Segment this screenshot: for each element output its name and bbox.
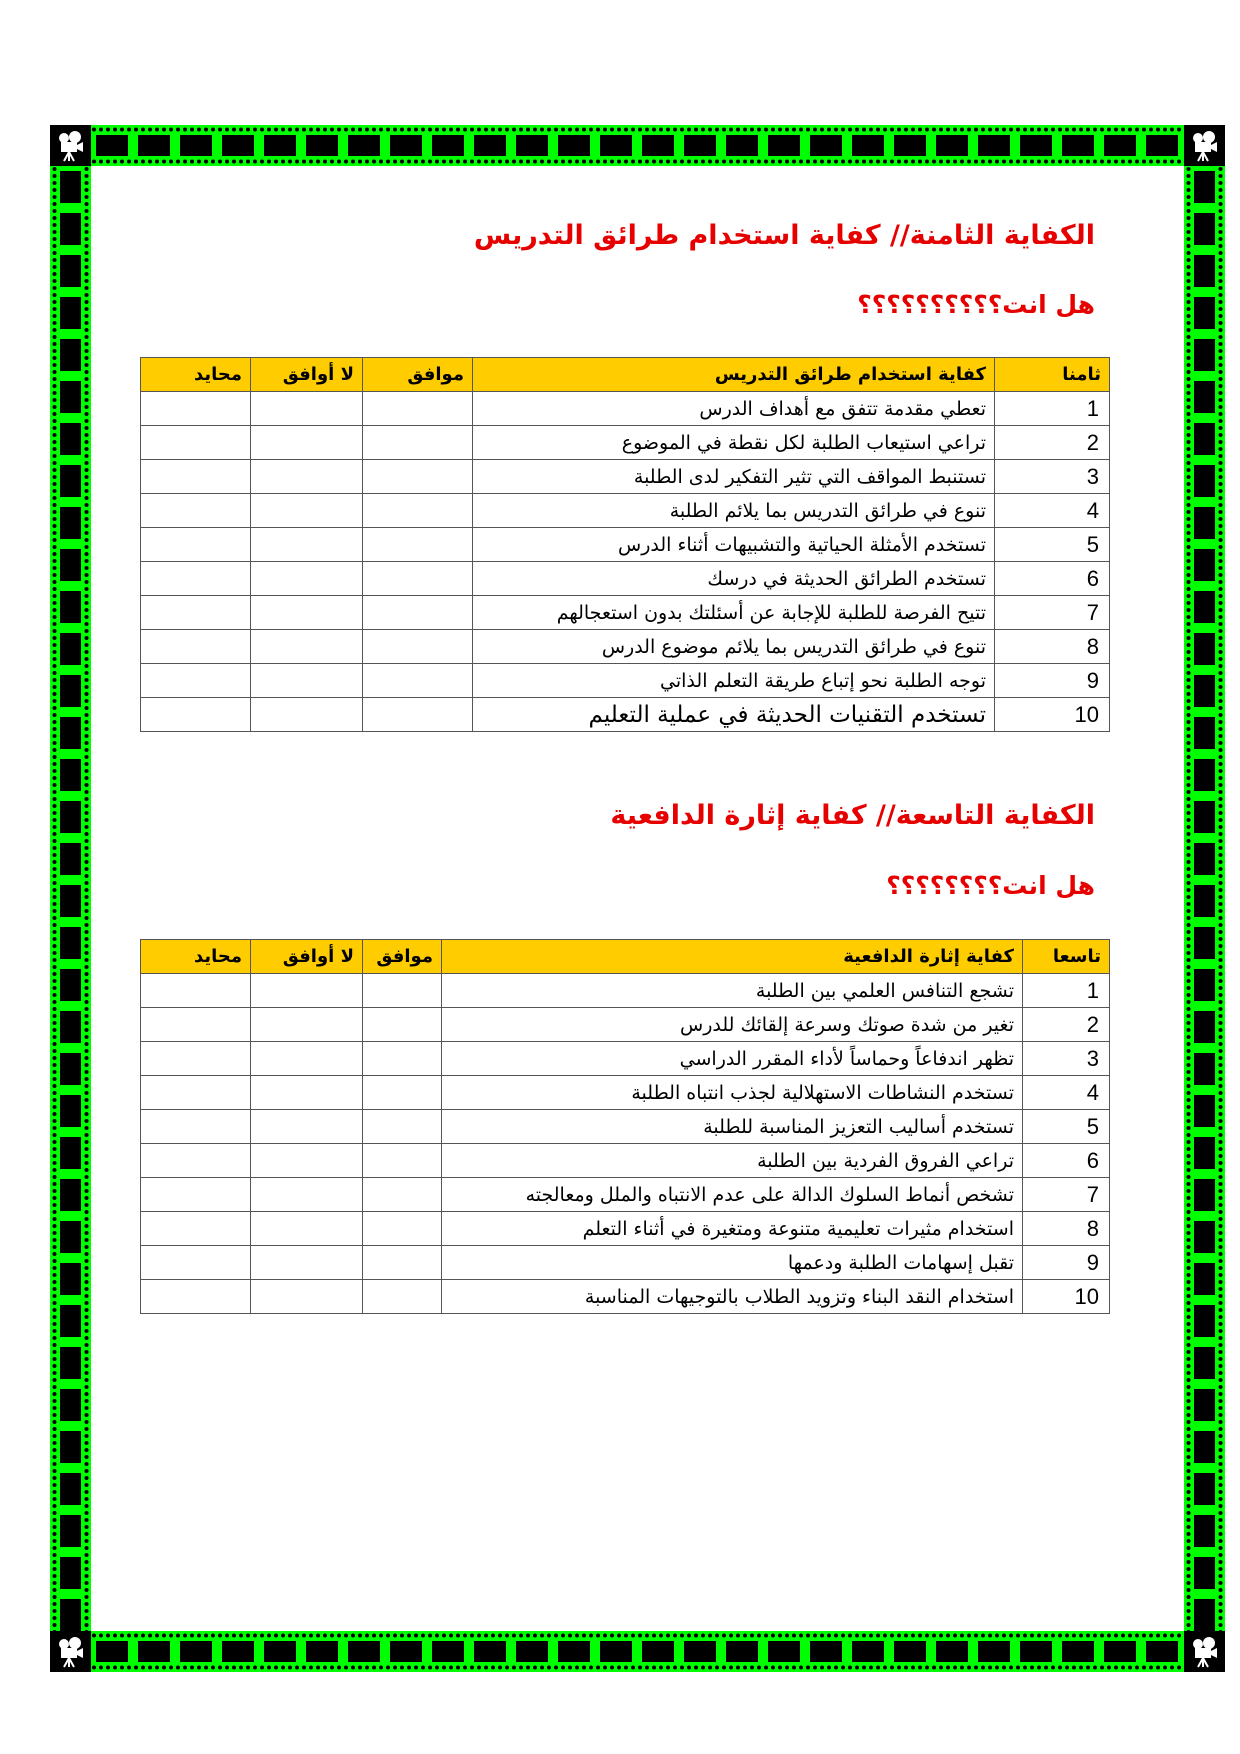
disagree-cell[interactable] — [251, 664, 363, 698]
disagree-cell[interactable] — [251, 1280, 363, 1314]
disagree-cell[interactable] — [251, 1110, 363, 1144]
row-text: تستخدم الطرائق الحديثة في درسك — [473, 562, 995, 596]
disagree-cell[interactable] — [251, 562, 363, 596]
row-number: 9 — [995, 664, 1110, 698]
border-top — [91, 125, 1184, 166]
disagree-cell[interactable] — [251, 1246, 363, 1280]
neutral-cell[interactable] — [141, 1178, 251, 1212]
agree-cell[interactable] — [363, 1280, 442, 1314]
table-row — [141, 392, 1110, 426]
header-number: تاسعا — [1023, 940, 1110, 974]
row-text: تشخص أنماط السلوك الدالة على عدم الانتباه والملل ومعالجته — [442, 1178, 1023, 1212]
neutral-cell[interactable] — [141, 562, 251, 596]
header-agree: موافق — [363, 940, 442, 974]
disagree-cell[interactable] — [251, 1144, 363, 1178]
neutral-cell[interactable] — [141, 426, 251, 460]
disagree-cell[interactable] — [251, 1212, 363, 1246]
row-number: 7 — [1023, 1178, 1110, 1212]
neutral-cell[interactable] — [141, 1042, 251, 1076]
header-disagree: لا أوافق — [251, 358, 363, 392]
neutral-cell[interactable] — [141, 1110, 251, 1144]
row-text: تظهر اندفاعاً وحماساً لأداء المقرر الدراسي — [442, 1042, 1023, 1076]
agree-cell[interactable] — [363, 494, 473, 528]
table-row — [141, 630, 1110, 664]
table-row — [141, 1042, 1110, 1076]
agree-cell[interactable] — [363, 426, 473, 460]
header-agree: موافق — [363, 358, 473, 392]
movie-camera-icon — [50, 125, 91, 166]
row-text: توجه الطلبة نحو إتباع طريقة التعلم الذاتي — [473, 664, 995, 698]
header-neutral: محايد — [141, 358, 251, 392]
disagree-cell[interactable] — [251, 426, 363, 460]
neutral-cell[interactable] — [141, 664, 251, 698]
border-right — [1184, 166, 1225, 1631]
disagree-cell[interactable] — [251, 494, 363, 528]
agree-cell[interactable] — [363, 1008, 442, 1042]
section1-title: الكفاية الثامنة// كفاية استخدام طرائق التدريس — [473, 220, 1095, 251]
table-row — [141, 1144, 1110, 1178]
table-row — [141, 426, 1110, 460]
neutral-cell[interactable] — [141, 698, 251, 732]
section2-table — [140, 939, 1110, 1314]
row-number: 6 — [1023, 1144, 1110, 1178]
agree-cell[interactable] — [363, 698, 473, 732]
table-row — [141, 1280, 1110, 1314]
agree-cell[interactable] — [363, 528, 473, 562]
agree-cell[interactable] — [363, 630, 473, 664]
table-row — [141, 1008, 1110, 1042]
row-number: 4 — [1023, 1076, 1110, 1110]
disagree-cell[interactable] — [251, 1178, 363, 1212]
neutral-cell[interactable] — [141, 528, 251, 562]
row-text: تراعي استيعاب الطلبة لكل نقطة في الموضوع — [473, 426, 995, 460]
disagree-cell[interactable] — [251, 974, 363, 1008]
agree-cell[interactable] — [363, 1178, 442, 1212]
disagree-cell[interactable] — [251, 698, 363, 732]
table-row — [141, 974, 1110, 1008]
agree-cell[interactable] — [363, 1246, 442, 1280]
table-header-row — [141, 358, 1110, 392]
row-text: تستخدم التقنيات الحديثة في عملية التعليم — [473, 698, 995, 732]
row-text: تنوع في طرائق التدريس بما يلائم الطلبة — [473, 494, 995, 528]
table-row — [141, 1076, 1110, 1110]
table-row — [141, 460, 1110, 494]
agree-cell[interactable] — [363, 1076, 442, 1110]
agree-cell[interactable] — [363, 664, 473, 698]
row-number: 5 — [995, 528, 1110, 562]
row-text: تتيح الفرصة للطلبة للإجابة عن أسئلتك بدون استعجالهم — [473, 596, 995, 630]
row-number: 3 — [1023, 1042, 1110, 1076]
movie-camera-icon — [50, 1631, 91, 1672]
neutral-cell[interactable] — [141, 1280, 251, 1314]
row-number: 3 — [995, 460, 1110, 494]
row-text: تغير من شدة صوتك وسرعة إلقائك للدرس — [442, 1008, 1023, 1042]
row-text: تستخدم أساليب التعزيز المناسبة للطلبة — [442, 1110, 1023, 1144]
disagree-cell[interactable] — [251, 596, 363, 630]
agree-cell[interactable] — [363, 1042, 442, 1076]
row-text: تقبل إسهامات الطلبة ودعمها — [442, 1246, 1023, 1280]
neutral-cell[interactable] — [141, 1076, 251, 1110]
disagree-cell[interactable] — [251, 528, 363, 562]
disagree-cell[interactable] — [251, 1042, 363, 1076]
row-number: 7 — [995, 596, 1110, 630]
row-number: 2 — [1023, 1008, 1110, 1042]
section1-subtitle: هل انت؟؟؟؟؟؟؟؟؟؟ — [857, 290, 1095, 319]
row-number: 4 — [995, 494, 1110, 528]
row-number: 2 — [995, 426, 1110, 460]
neutral-cell[interactable] — [141, 1212, 251, 1246]
table-row — [141, 664, 1110, 698]
section2-subtitle: هل انت؟؟؟؟؟؟؟؟ — [886, 871, 1095, 900]
agree-cell[interactable] — [363, 596, 473, 630]
header-neutral: محايد — [141, 940, 251, 974]
row-number: 8 — [995, 630, 1110, 664]
row-text: تستخدم الأمثلة الحياتية والتشبيهات أثناء الدرس — [473, 528, 995, 562]
row-text: تنوع في طرائق التدريس بما يلائم موضوع الدرس — [473, 630, 995, 664]
row-text: تعطي مقدمة تتفق مع أهداف الدرس — [473, 392, 995, 426]
row-text: تستنبط المواقف التي تثير التفكير لدى الطلبة — [473, 460, 995, 494]
row-number: 1 — [995, 392, 1110, 426]
row-number: 10 — [1023, 1280, 1110, 1314]
table-row — [141, 494, 1110, 528]
border-left — [50, 166, 91, 1631]
agree-cell[interactable] — [363, 1110, 442, 1144]
row-text: استخدام مثيرات تعليمية متنوعة ومتغيرة في أثناء التعلم — [442, 1212, 1023, 1246]
row-text: تراعي الفروق الفردية بين الطلبة — [442, 1144, 1023, 1178]
header-disagree: لا أوافق — [251, 940, 363, 974]
row-text: استخدام النقد البناء وتزويد الطلاب بالتوجيهات المناسبة — [442, 1280, 1023, 1314]
table-row — [141, 528, 1110, 562]
neutral-cell[interactable] — [141, 596, 251, 630]
neutral-cell[interactable] — [141, 974, 251, 1008]
header-item: كفاية استخدام طرائق التدريس — [473, 358, 995, 392]
neutral-cell[interactable] — [141, 1144, 251, 1178]
row-number: 1 — [1023, 974, 1110, 1008]
table-row — [141, 562, 1110, 596]
table-row — [141, 1178, 1110, 1212]
table-row — [141, 596, 1110, 630]
disagree-cell[interactable] — [251, 392, 363, 426]
header-number: ثامنا — [995, 358, 1110, 392]
table-row — [141, 1246, 1110, 1280]
disagree-cell[interactable] — [251, 1076, 363, 1110]
neutral-cell[interactable] — [141, 1246, 251, 1280]
neutral-cell[interactable] — [141, 494, 251, 528]
section1-table — [140, 357, 1110, 732]
movie-camera-icon — [1184, 1631, 1225, 1672]
disagree-cell[interactable] — [251, 630, 363, 664]
movie-camera-icon — [1184, 125, 1225, 166]
table-header-row — [141, 940, 1110, 974]
row-text: تشجع التنافس العلمي بين الطلبة — [442, 974, 1023, 1008]
row-number: 8 — [1023, 1212, 1110, 1246]
table-row — [141, 698, 1110, 732]
row-number: 5 — [1023, 1110, 1110, 1144]
row-number: 9 — [1023, 1246, 1110, 1280]
agree-cell[interactable] — [363, 392, 473, 426]
agree-cell[interactable] — [363, 460, 473, 494]
row-number: 6 — [995, 562, 1110, 596]
header-item: كفاية إثارة الدافعية — [442, 940, 1023, 974]
agree-cell[interactable] — [363, 1144, 442, 1178]
neutral-cell[interactable] — [141, 392, 251, 426]
disagree-cell[interactable] — [251, 460, 363, 494]
row-text: تستخدم النشاطات الاستهلالية لجذب انتباه الطلبة — [442, 1076, 1023, 1110]
row-number: 10 — [995, 698, 1110, 732]
agree-cell[interactable] — [363, 974, 442, 1008]
neutral-cell[interactable] — [141, 460, 251, 494]
table-row — [141, 1110, 1110, 1144]
border-bottom — [91, 1631, 1184, 1672]
table-row — [141, 1212, 1110, 1246]
section2-title: الكفاية التاسعة// كفاية إثارة الدافعية — [610, 800, 1095, 831]
neutral-cell[interactable] — [141, 1008, 251, 1042]
agree-cell[interactable] — [363, 562, 473, 596]
disagree-cell[interactable] — [251, 1008, 363, 1042]
neutral-cell[interactable] — [141, 630, 251, 664]
agree-cell[interactable] — [363, 1212, 442, 1246]
